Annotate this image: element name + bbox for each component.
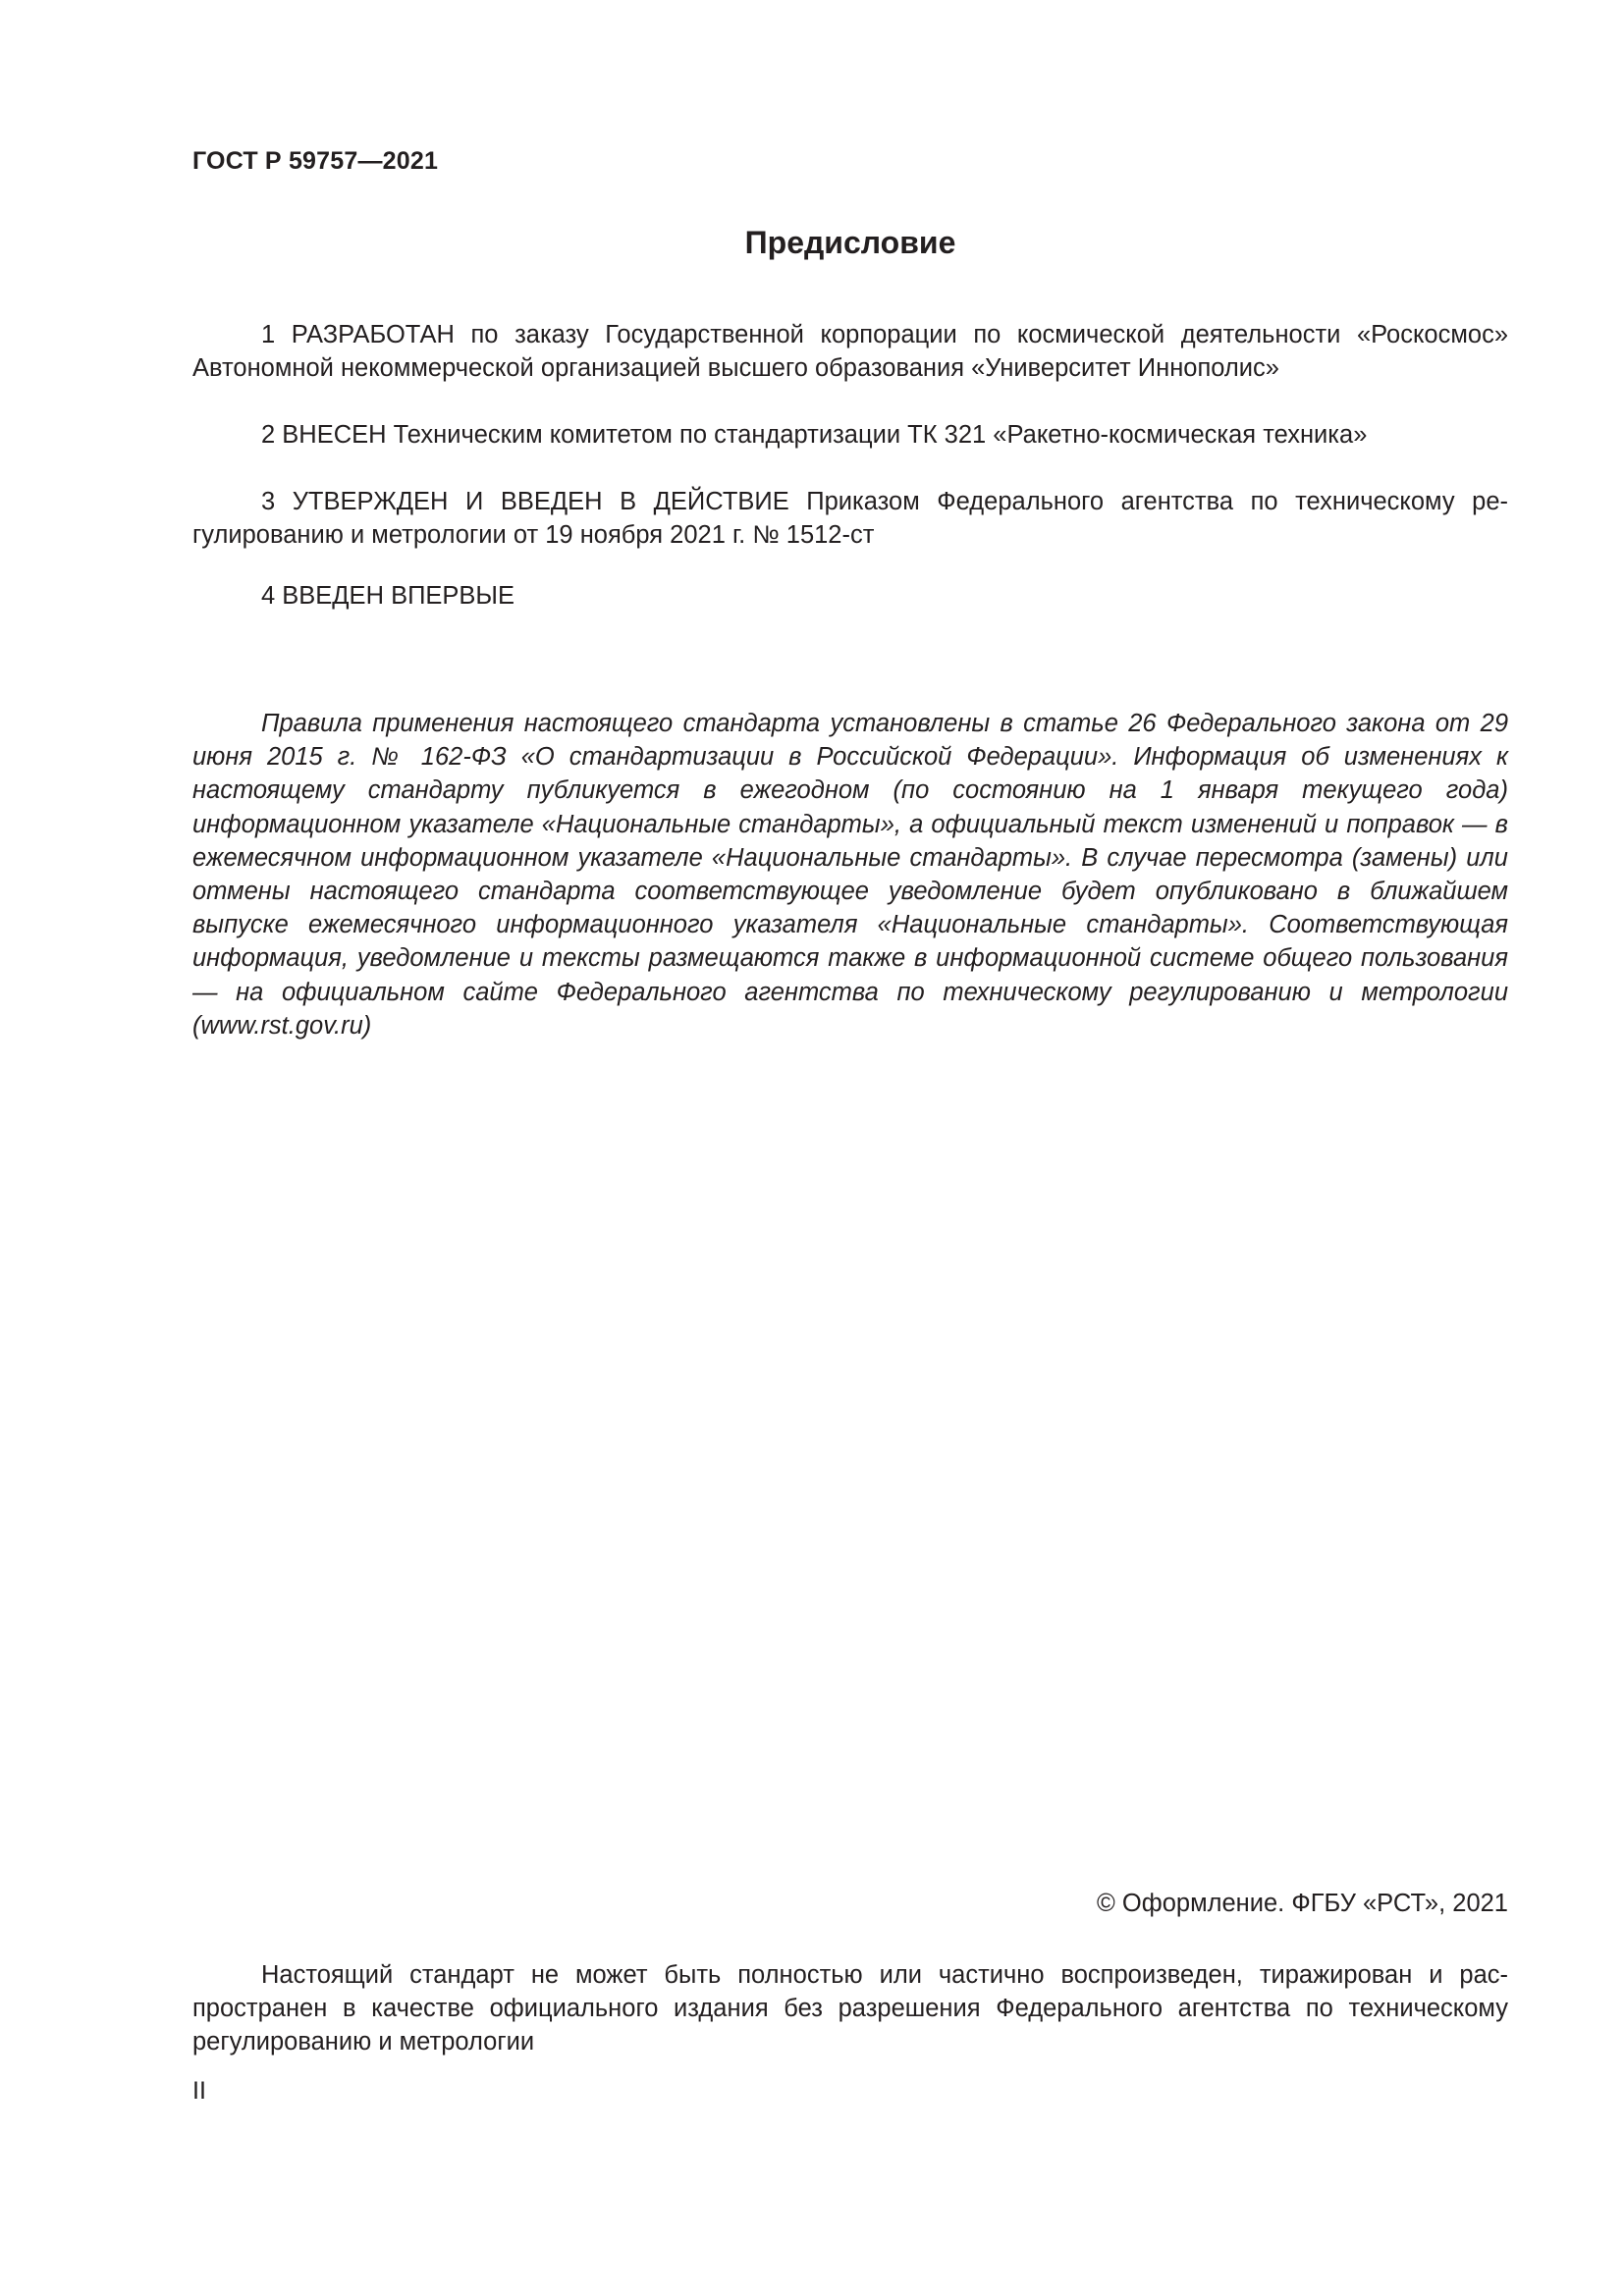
preface-item-introduced: 2 ВНЕСЕН Техническим комитетом по стандартизации ТК 321 «Ракетно-космическая техника» [261, 421, 1368, 449]
application-rules-notice: Правила применения настоящего стандарта установлены в статье 26 Федерального закона от 29 июня 2015 г. № 162-ФЗ «О стандартизации в Российской Федерации». Информация об изменениях к настоящему стандарту публикуется в ежегодном (по состоянию на 1 января текущего года) информационном указателе «Национальные стандарты», а официальный текст изменений и поправок — в ежемесячном информационном указателе «Национальные стандарты». В случае пересмотра (замены) или отмены настоящего стандарта соответствующее уведомление будет опубликовано в ближайшем выпуске ежемесячного информационного указателя «Национальные стандарты». Соответствующая информация, уведомление и тексты размещаются также в информационной системе общего пользования — на официальном сайте Федерального агентства по техническому регулированию и метрологии (www.rst.gov.ru) [192, 710, 1508, 1040]
preface-item-approved: 3 УТВЕРЖДЕН И ВВЕДЕН В ДЕЙСТВИЕ Приказом Федерального агентства по техническому регулированию и метрологии от 19 ноября 2021 г. № 1512-ст [192, 488, 1508, 549]
copyright-line: © Оформление. ФГБУ «РСТ», 2021 [1097, 1890, 1508, 1917]
page-number: II [192, 2077, 206, 2105]
document-id: ГОСТ Р 59757—2021 [192, 147, 439, 175]
preface-item-first-introduced: 4 ВВЕДЕН ВПЕРВЫЕ [261, 582, 515, 610]
preface-heading: Предисловие [744, 225, 956, 260]
reproduction-notice: Настоящий стандарт не может быть полностью или частично воспроизведен, тиражирован и распространен в качестве официального издания без разрешения Федерального агентства по техническому регулированию и метрологии [192, 1961, 1508, 2056]
preface-item-developed: 1 РАЗРАБОТАН по заказу Государственной корпорации по космической деятельности «Роскосмос» Автономной некоммерческой организацией высшего образования «Университет Иннополис» [192, 321, 1508, 382]
